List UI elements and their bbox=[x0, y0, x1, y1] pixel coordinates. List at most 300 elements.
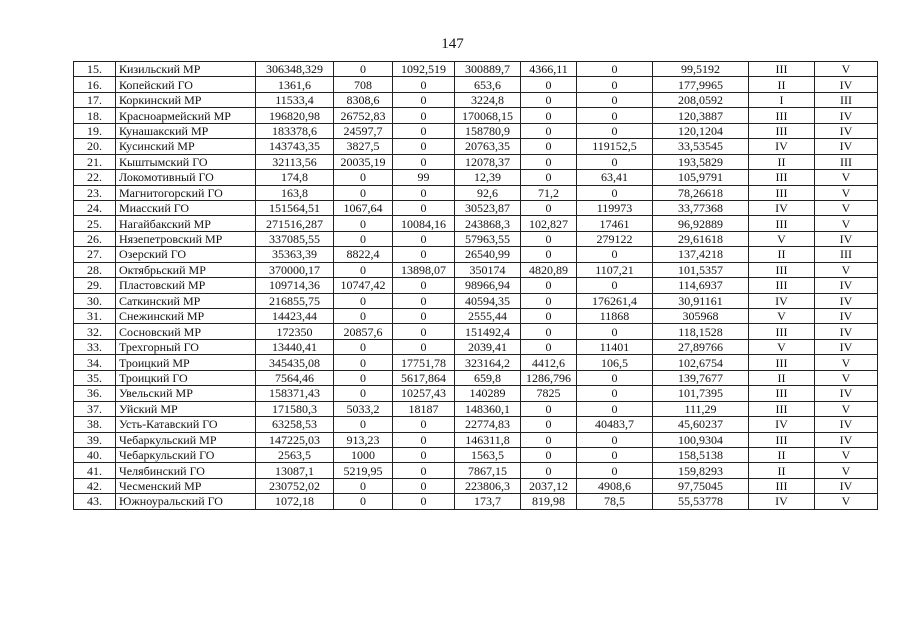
value-total-cell: 271516,287 bbox=[256, 216, 334, 231]
category-2-cell: IV bbox=[815, 123, 878, 138]
value-total-cell: 151564,51 bbox=[256, 200, 334, 215]
value-total-cell: 172350 bbox=[256, 324, 334, 339]
value-total-cell: 2563,5 bbox=[256, 447, 334, 462]
value-total-cell: 13440,41 bbox=[256, 339, 334, 354]
municipality-name-cell: Нагайбакский МР bbox=[116, 216, 256, 231]
value-ratio-cell: 139,7677 bbox=[653, 370, 749, 385]
row-index-cell: 24. bbox=[74, 200, 116, 215]
value-total-cell: 63258,53 bbox=[256, 417, 334, 432]
category-2-cell: IV bbox=[815, 386, 878, 401]
category-1-cell: III bbox=[749, 62, 815, 77]
value-col-6-cell: 0 bbox=[577, 401, 653, 416]
value-col-5-cell: 4820,89 bbox=[521, 262, 577, 277]
value-ratio-cell: 99,5192 bbox=[653, 62, 749, 77]
table-row bbox=[74, 309, 878, 324]
value-col-4-cell: 40594,35 bbox=[455, 293, 521, 308]
value-total-cell: 13087,1 bbox=[256, 463, 334, 478]
value-col-4-cell: 7867,15 bbox=[455, 463, 521, 478]
value-col-6-cell: 106,5 bbox=[577, 355, 653, 370]
municipality-name-cell: Южноуральский ГО bbox=[116, 494, 256, 509]
value-col-2-cell: 913,23 bbox=[334, 432, 393, 447]
value-total-cell: 1361,6 bbox=[256, 77, 334, 92]
value-col-3-cell: 0 bbox=[393, 231, 455, 246]
value-col-5-cell: 2037,12 bbox=[521, 478, 577, 493]
value-col-5-cell: 0 bbox=[521, 170, 577, 185]
value-col-5-cell: 819,98 bbox=[521, 494, 577, 509]
municipality-name-cell: Саткинский МР bbox=[116, 293, 256, 308]
row-index-cell: 30. bbox=[74, 293, 116, 308]
value-col-4-cell: 2039,41 bbox=[455, 339, 521, 354]
category-2-cell: IV bbox=[815, 324, 878, 339]
value-col-2-cell: 0 bbox=[334, 231, 393, 246]
value-col-6-cell: 78,5 bbox=[577, 494, 653, 509]
value-total-cell: 370000,17 bbox=[256, 262, 334, 277]
row-index-cell: 39. bbox=[74, 432, 116, 447]
value-col-3-cell: 0 bbox=[393, 123, 455, 138]
value-col-3-cell: 99 bbox=[393, 170, 455, 185]
value-total-cell: 196820,98 bbox=[256, 108, 334, 123]
table-row bbox=[74, 62, 878, 77]
value-col-4-cell: 57963,55 bbox=[455, 231, 521, 246]
category-2-cell: IV bbox=[815, 278, 878, 293]
value-col-4-cell: 146311,8 bbox=[455, 432, 521, 447]
category-2-cell: V bbox=[815, 355, 878, 370]
value-col-6-cell: 0 bbox=[577, 154, 653, 169]
category-1-cell: I bbox=[749, 92, 815, 107]
value-col-6-cell: 11401 bbox=[577, 339, 653, 354]
category-2-cell: IV bbox=[815, 108, 878, 123]
value-col-6-cell: 0 bbox=[577, 77, 653, 92]
row-index-cell: 43. bbox=[74, 494, 116, 509]
value-col-2-cell: 24597,7 bbox=[334, 123, 393, 138]
value-ratio-cell: 33,77368 bbox=[653, 200, 749, 215]
value-col-5-cell: 0 bbox=[521, 278, 577, 293]
value-col-4-cell: 12,39 bbox=[455, 170, 521, 185]
value-col-3-cell: 1092,519 bbox=[393, 62, 455, 77]
value-total-cell: 147225,03 bbox=[256, 432, 334, 447]
value-total-cell: 183378,6 bbox=[256, 123, 334, 138]
category-1-cell: IV bbox=[749, 200, 815, 215]
table-row bbox=[74, 262, 878, 277]
category-2-cell: V bbox=[815, 216, 878, 231]
municipality-name-cell: Увельский МР bbox=[116, 386, 256, 401]
municipality-name-cell: Кунашакский МР bbox=[116, 123, 256, 138]
value-ratio-cell: 102,6754 bbox=[653, 355, 749, 370]
value-col-4-cell: 92,6 bbox=[455, 185, 521, 200]
value-col-4-cell: 26540,99 bbox=[455, 247, 521, 262]
value-col-3-cell: 13898,07 bbox=[393, 262, 455, 277]
row-index-cell: 19. bbox=[74, 123, 116, 138]
value-ratio-cell: 158,5138 bbox=[653, 447, 749, 462]
value-col-6-cell: 0 bbox=[577, 62, 653, 77]
row-index-cell: 37. bbox=[74, 401, 116, 416]
value-total-cell: 32113,56 bbox=[256, 154, 334, 169]
municipality-name-cell: Усть-Катавский ГО bbox=[116, 417, 256, 432]
row-index-cell: 18. bbox=[74, 108, 116, 123]
table-row bbox=[74, 417, 878, 432]
category-1-cell: II bbox=[749, 247, 815, 262]
value-col-2-cell: 0 bbox=[334, 339, 393, 354]
value-total-cell: 230752,02 bbox=[256, 478, 334, 493]
table-row bbox=[74, 432, 878, 447]
value-col-4-cell: 300889,7 bbox=[455, 62, 521, 77]
value-col-5-cell: 0 bbox=[521, 231, 577, 246]
table-row bbox=[74, 123, 878, 138]
value-col-6-cell: 0 bbox=[577, 447, 653, 462]
value-col-3-cell: 0 bbox=[393, 185, 455, 200]
value-col-4-cell: 140289 bbox=[455, 386, 521, 401]
value-col-3-cell: 0 bbox=[393, 247, 455, 262]
value-col-2-cell: 0 bbox=[334, 293, 393, 308]
row-index-cell: 26. bbox=[74, 231, 116, 246]
category-1-cell: IV bbox=[749, 417, 815, 432]
value-col-5-cell: 0 bbox=[521, 108, 577, 123]
value-ratio-cell: 96,92889 bbox=[653, 216, 749, 231]
value-col-5-cell: 4412,6 bbox=[521, 355, 577, 370]
table-row bbox=[74, 139, 878, 154]
municipality-name-cell: Чебаркульский МР bbox=[116, 432, 256, 447]
category-2-cell: IV bbox=[815, 339, 878, 354]
value-col-2-cell: 0 bbox=[334, 185, 393, 200]
value-ratio-cell: 111,29 bbox=[653, 401, 749, 416]
table-row bbox=[74, 247, 878, 262]
row-index-cell: 27. bbox=[74, 247, 116, 262]
value-col-6-cell: 0 bbox=[577, 92, 653, 107]
category-1-cell: II bbox=[749, 370, 815, 385]
value-col-5-cell: 0 bbox=[521, 447, 577, 462]
value-col-4-cell: 12078,37 bbox=[455, 154, 521, 169]
row-index-cell: 23. bbox=[74, 185, 116, 200]
table-row bbox=[74, 463, 878, 478]
table-row bbox=[74, 92, 878, 107]
value-total-cell: 337085,55 bbox=[256, 231, 334, 246]
value-col-6-cell: 63,41 bbox=[577, 170, 653, 185]
value-ratio-cell: 45,60237 bbox=[653, 417, 749, 432]
value-ratio-cell: 159,8293 bbox=[653, 463, 749, 478]
table-row bbox=[74, 324, 878, 339]
category-1-cell: III bbox=[749, 185, 815, 200]
value-col-3-cell: 0 bbox=[393, 463, 455, 478]
table-row bbox=[74, 386, 878, 401]
row-index-cell: 28. bbox=[74, 262, 116, 277]
value-col-6-cell: 0 bbox=[577, 185, 653, 200]
value-col-2-cell: 0 bbox=[334, 62, 393, 77]
category-2-cell: V bbox=[815, 494, 878, 509]
value-col-4-cell: 350174 bbox=[455, 262, 521, 277]
value-col-3-cell: 5617,864 bbox=[393, 370, 455, 385]
table-row bbox=[74, 154, 878, 169]
category-1-cell: III bbox=[749, 216, 815, 231]
value-col-2-cell: 3827,5 bbox=[334, 139, 393, 154]
value-col-2-cell: 0 bbox=[334, 370, 393, 385]
value-col-5-cell: 0 bbox=[521, 463, 577, 478]
value-col-4-cell: 659,8 bbox=[455, 370, 521, 385]
value-col-3-cell: 0 bbox=[393, 324, 455, 339]
value-ratio-cell: 29,61618 bbox=[653, 231, 749, 246]
value-ratio-cell: 27,89766 bbox=[653, 339, 749, 354]
municipality-name-cell: Пластовский МР bbox=[116, 278, 256, 293]
table-body bbox=[74, 62, 878, 510]
value-col-4-cell: 148360,1 bbox=[455, 401, 521, 416]
value-col-3-cell: 0 bbox=[393, 447, 455, 462]
municipality-name-cell: Коркинский МР bbox=[116, 92, 256, 107]
value-col-3-cell: 10084,16 bbox=[393, 216, 455, 231]
table-row bbox=[74, 77, 878, 92]
value-col-5-cell: 0 bbox=[521, 200, 577, 215]
value-col-6-cell: 17461 bbox=[577, 216, 653, 231]
value-col-2-cell: 0 bbox=[334, 355, 393, 370]
value-col-5-cell: 0 bbox=[521, 432, 577, 447]
value-col-3-cell: 0 bbox=[393, 92, 455, 107]
value-col-2-cell: 5033,2 bbox=[334, 401, 393, 416]
value-col-3-cell: 0 bbox=[393, 139, 455, 154]
category-1-cell: V bbox=[749, 231, 815, 246]
row-index-cell: 40. bbox=[74, 447, 116, 462]
category-1-cell: III bbox=[749, 324, 815, 339]
category-1-cell: V bbox=[749, 339, 815, 354]
value-col-2-cell: 0 bbox=[334, 386, 393, 401]
table-row bbox=[74, 355, 878, 370]
table-row bbox=[74, 370, 878, 385]
category-1-cell: IV bbox=[749, 293, 815, 308]
value-col-3-cell: 0 bbox=[393, 77, 455, 92]
municipality-name-cell: Красноармейский МР bbox=[116, 108, 256, 123]
value-col-5-cell: 0 bbox=[521, 92, 577, 107]
value-col-3-cell: 0 bbox=[393, 108, 455, 123]
table-row bbox=[74, 278, 878, 293]
value-col-5-cell: 0 bbox=[521, 247, 577, 262]
value-col-3-cell: 0 bbox=[393, 478, 455, 493]
value-col-4-cell: 30523,87 bbox=[455, 200, 521, 215]
value-col-2-cell: 0 bbox=[334, 170, 393, 185]
value-col-2-cell: 0 bbox=[334, 417, 393, 432]
value-col-2-cell: 0 bbox=[334, 309, 393, 324]
category-1-cell: III bbox=[749, 262, 815, 277]
data-table bbox=[73, 61, 878, 510]
value-total-cell: 306348,329 bbox=[256, 62, 334, 77]
value-col-6-cell: 0 bbox=[577, 324, 653, 339]
value-col-2-cell: 0 bbox=[334, 478, 393, 493]
value-col-5-cell: 0 bbox=[521, 77, 577, 92]
row-index-cell: 34. bbox=[74, 355, 116, 370]
value-col-4-cell: 20763,35 bbox=[455, 139, 521, 154]
value-ratio-cell: 55,53778 bbox=[653, 494, 749, 509]
value-col-2-cell: 1000 bbox=[334, 447, 393, 462]
table-row bbox=[74, 108, 878, 123]
category-2-cell: IV bbox=[815, 417, 878, 432]
value-col-2-cell: 26752,83 bbox=[334, 108, 393, 123]
value-col-2-cell: 708 bbox=[334, 77, 393, 92]
value-total-cell: 143743,35 bbox=[256, 139, 334, 154]
row-index-cell: 16. bbox=[74, 77, 116, 92]
value-col-6-cell: 119973 bbox=[577, 200, 653, 215]
value-col-4-cell: 323164,2 bbox=[455, 355, 521, 370]
value-col-5-cell: 0 bbox=[521, 324, 577, 339]
value-col-6-cell: 0 bbox=[577, 123, 653, 138]
value-ratio-cell: 177,9965 bbox=[653, 77, 749, 92]
value-ratio-cell: 120,1204 bbox=[653, 123, 749, 138]
category-1-cell: IV bbox=[749, 139, 815, 154]
value-col-5-cell: 0 bbox=[521, 123, 577, 138]
row-index-cell: 41. bbox=[74, 463, 116, 478]
category-1-cell: III bbox=[749, 401, 815, 416]
value-ratio-cell: 305968 bbox=[653, 309, 749, 324]
value-col-4-cell: 151492,4 bbox=[455, 324, 521, 339]
value-col-5-cell: 0 bbox=[521, 309, 577, 324]
value-col-6-cell: 0 bbox=[577, 386, 653, 401]
category-1-cell: III bbox=[749, 123, 815, 138]
value-col-6-cell: 0 bbox=[577, 278, 653, 293]
value-total-cell: 14423,44 bbox=[256, 309, 334, 324]
value-col-4-cell: 158780,9 bbox=[455, 123, 521, 138]
value-col-3-cell: 0 bbox=[393, 278, 455, 293]
value-col-4-cell: 173,7 bbox=[455, 494, 521, 509]
value-ratio-cell: 118,1528 bbox=[653, 324, 749, 339]
row-index-cell: 36. bbox=[74, 386, 116, 401]
value-ratio-cell: 114,6937 bbox=[653, 278, 749, 293]
value-col-6-cell: 0 bbox=[577, 108, 653, 123]
value-col-3-cell: 18187 bbox=[393, 401, 455, 416]
row-index-cell: 15. bbox=[74, 62, 116, 77]
category-1-cell: III bbox=[749, 432, 815, 447]
value-col-2-cell: 1067,64 bbox=[334, 200, 393, 215]
table-row bbox=[74, 478, 878, 493]
municipality-name-cell: Уйский МР bbox=[116, 401, 256, 416]
value-ratio-cell: 193,5829 bbox=[653, 154, 749, 169]
value-col-3-cell: 0 bbox=[393, 417, 455, 432]
value-ratio-cell: 208,0592 bbox=[653, 92, 749, 107]
category-2-cell: V bbox=[815, 447, 878, 462]
value-col-2-cell: 5219,95 bbox=[334, 463, 393, 478]
value-total-cell: 163,8 bbox=[256, 185, 334, 200]
category-1-cell: II bbox=[749, 447, 815, 462]
value-col-3-cell: 17751,78 bbox=[393, 355, 455, 370]
category-2-cell: III bbox=[815, 92, 878, 107]
row-index-cell: 22. bbox=[74, 170, 116, 185]
municipality-name-cell: Копейский ГО bbox=[116, 77, 256, 92]
category-1-cell: III bbox=[749, 278, 815, 293]
category-2-cell: V bbox=[815, 200, 878, 215]
value-col-5-cell: 4366,11 bbox=[521, 62, 577, 77]
value-col-3-cell: 0 bbox=[393, 309, 455, 324]
municipality-name-cell: Кусинский МР bbox=[116, 139, 256, 154]
municipality-name-cell: Чебаркульский ГО bbox=[116, 447, 256, 462]
value-col-6-cell: 0 bbox=[577, 370, 653, 385]
value-col-6-cell: 1107,21 bbox=[577, 262, 653, 277]
value-total-cell: 171580,3 bbox=[256, 401, 334, 416]
value-col-5-cell: 1286,796 bbox=[521, 370, 577, 385]
value-col-6-cell: 0 bbox=[577, 463, 653, 478]
municipality-name-cell: Троицкий ГО bbox=[116, 370, 256, 385]
value-col-5-cell: 0 bbox=[521, 417, 577, 432]
table-row bbox=[74, 170, 878, 185]
value-col-2-cell: 0 bbox=[334, 494, 393, 509]
value-col-2-cell: 0 bbox=[334, 262, 393, 277]
category-2-cell: III bbox=[815, 154, 878, 169]
category-1-cell: III bbox=[749, 170, 815, 185]
value-col-6-cell: 4908,6 bbox=[577, 478, 653, 493]
category-2-cell: V bbox=[815, 262, 878, 277]
value-col-2-cell: 10747,42 bbox=[334, 278, 393, 293]
value-col-6-cell: 40483,7 bbox=[577, 417, 653, 432]
value-col-6-cell: 119152,5 bbox=[577, 139, 653, 154]
value-col-5-cell: 0 bbox=[521, 401, 577, 416]
value-col-4-cell: 98966,94 bbox=[455, 278, 521, 293]
municipality-name-cell: Снежинский МР bbox=[116, 309, 256, 324]
category-2-cell: IV bbox=[815, 139, 878, 154]
value-col-4-cell: 2555,44 bbox=[455, 309, 521, 324]
value-col-6-cell: 176261,4 bbox=[577, 293, 653, 308]
municipality-name-cell: Чесменский МР bbox=[116, 478, 256, 493]
value-col-3-cell: 0 bbox=[393, 339, 455, 354]
value-ratio-cell: 33,53545 bbox=[653, 139, 749, 154]
row-index-cell: 42. bbox=[74, 478, 116, 493]
value-col-6-cell: 0 bbox=[577, 432, 653, 447]
category-2-cell: IV bbox=[815, 478, 878, 493]
value-col-5-cell: 0 bbox=[521, 339, 577, 354]
category-2-cell: V bbox=[815, 401, 878, 416]
row-index-cell: 38. bbox=[74, 417, 116, 432]
municipality-name-cell: Челябинский ГО bbox=[116, 463, 256, 478]
value-col-4-cell: 243868,3 bbox=[455, 216, 521, 231]
municipality-name-cell: Кизильский МР bbox=[116, 62, 256, 77]
municipality-name-cell: Сосновский МР bbox=[116, 324, 256, 339]
value-col-3-cell: 0 bbox=[393, 293, 455, 308]
municipality-name-cell: Нязепетровский МР bbox=[116, 231, 256, 246]
value-ratio-cell: 101,7395 bbox=[653, 386, 749, 401]
value-ratio-cell: 120,3887 bbox=[653, 108, 749, 123]
page-number: 147 bbox=[441, 36, 464, 52]
value-col-6-cell: 279122 bbox=[577, 231, 653, 246]
value-ratio-cell: 78,26618 bbox=[653, 185, 749, 200]
value-total-cell: 1072,18 bbox=[256, 494, 334, 509]
row-index-cell: 32. bbox=[74, 324, 116, 339]
category-1-cell: III bbox=[749, 386, 815, 401]
table-row bbox=[74, 447, 878, 462]
value-col-2-cell: 20857,6 bbox=[334, 324, 393, 339]
value-col-4-cell: 22774,83 bbox=[455, 417, 521, 432]
value-ratio-cell: 101,5357 bbox=[653, 262, 749, 277]
table-row bbox=[74, 200, 878, 215]
row-index-cell: 31. bbox=[74, 309, 116, 324]
value-col-5-cell: 71,2 bbox=[521, 185, 577, 200]
category-1-cell: II bbox=[749, 77, 815, 92]
category-1-cell: II bbox=[749, 154, 815, 169]
municipality-name-cell: Кыштымский ГО bbox=[116, 154, 256, 169]
value-col-5-cell: 0 bbox=[521, 293, 577, 308]
value-col-2-cell: 8308,6 bbox=[334, 92, 393, 107]
value-total-cell: 109714,36 bbox=[256, 278, 334, 293]
municipality-name-cell: Магнитогорский ГО bbox=[116, 185, 256, 200]
table-row bbox=[74, 494, 878, 509]
table-row bbox=[74, 339, 878, 354]
value-total-cell: 216855,75 bbox=[256, 293, 334, 308]
category-2-cell: IV bbox=[815, 77, 878, 92]
category-2-cell: V bbox=[815, 463, 878, 478]
value-ratio-cell: 137,4218 bbox=[653, 247, 749, 262]
value-col-3-cell: 0 bbox=[393, 494, 455, 509]
category-1-cell: III bbox=[749, 355, 815, 370]
row-index-cell: 25. bbox=[74, 216, 116, 231]
table-row bbox=[74, 231, 878, 246]
category-2-cell: IV bbox=[815, 293, 878, 308]
municipality-name-cell: Миасский ГО bbox=[116, 200, 256, 215]
value-total-cell: 35363,39 bbox=[256, 247, 334, 262]
category-2-cell: III bbox=[815, 247, 878, 262]
value-col-3-cell: 0 bbox=[393, 154, 455, 169]
value-col-2-cell: 20035,19 bbox=[334, 154, 393, 169]
value-col-4-cell: 3224,8 bbox=[455, 92, 521, 107]
